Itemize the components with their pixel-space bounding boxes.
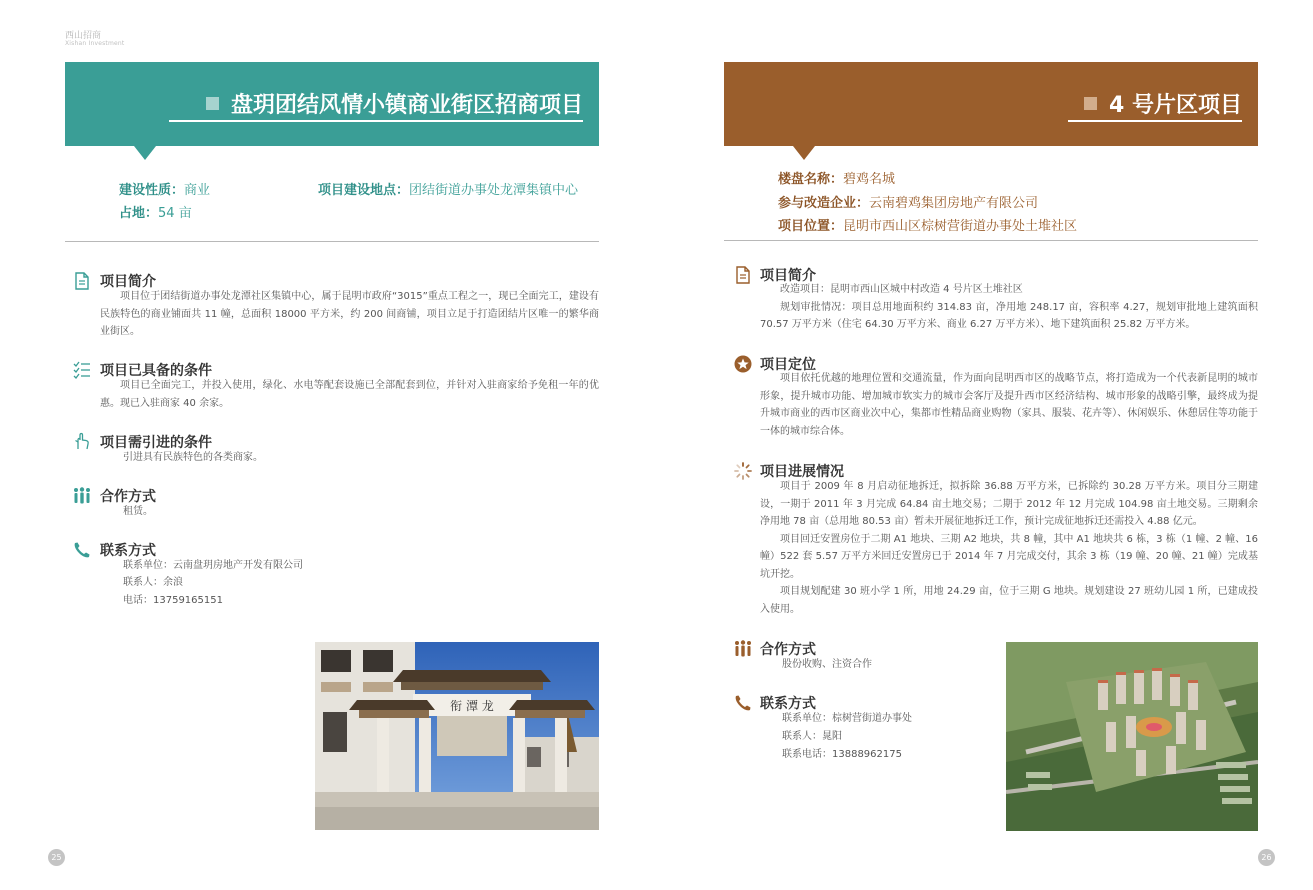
aerial-rendering-photo (1006, 642, 1258, 831)
archway-photo (315, 642, 599, 830)
right-coop-title: 合作方式 (760, 642, 816, 658)
right-info-company: 参与改造企业：云南碧鸡集团房地产有限公司 (778, 196, 1039, 211)
left-title-banner (65, 62, 599, 146)
left-coop-title: 合作方式 (100, 489, 156, 505)
left-needs-title: 项目需引进的条件 (100, 435, 212, 451)
loading-spinner-icon (733, 461, 753, 481)
left-page-number: 25 (48, 849, 65, 866)
left-info-location: 项目建设地点：团结街道办事处龙潭集镇中心 (318, 183, 579, 198)
left-contact-title: 联系方式 (100, 543, 156, 559)
right-progress-title: 项目进展情况 (760, 464, 844, 480)
brand-name-cn: 西山招商 (65, 31, 102, 41)
right-title-banner (724, 62, 1258, 146)
right-info-location: 项目位置：昆明市西山区棕树营街道办事处土堆社区 (778, 219, 1078, 234)
title-square-icon (1084, 97, 1097, 110)
svg-text:衔 潭 龙: 衔 潭 龙 (450, 699, 494, 713)
right-intro-text: 改造项目：昆明市西山区城中村改造 4 号片区土堆社区 规划审批情况：项目总用地面积约 314.83 亩，净用地 248.17 亩，容积率 4.27，规划审批地上建筑面积 70.57 万平方米（住宅 64.30 万平方米、商业 6.27 万平方米）、地下建筑面积 25.82 万平方米。 (760, 284, 1258, 330)
document-icon (733, 265, 753, 285)
right-contact-person: 联系人：晁阳 (782, 731, 842, 742)
people-icon (72, 486, 92, 506)
left-needs-text: 引进具有民族特色的各类商家。 (123, 452, 263, 463)
left-info-area: 占地：54 亩 (119, 206, 192, 221)
title-underline (1068, 120, 1242, 122)
right-info-name: 楼盘名称：碧鸡名城 (778, 172, 896, 187)
phone-icon (72, 540, 92, 560)
right-progress-text: 项目于 2009 年 8 月启动征地拆迁，拟拆除 36.88 万平方米，已拆除约 30.28 万平方米。项目分三期建设，一期于 2011 年 3 月完成 64.84 亩土地交易；二期于 2012 年 12 月完成 104.98 亩土地交易。三期剩余净用地 78 亩（总用地 80.53 亩）暂未开展征地拆迁工作，预计完成征地拆迁还需投入 4.88 亿元。 项目回迁安置房位于二期 A1 地块、三期 A2 地块，共 8 幢，其中 A1 地块共 6 栋，3 栋（1 幢、2 幢、16 幢）522 套 5.57 万平方米回迁安置房已于 2014 年 7 月完成交付，其余 3 栋（19 幢、20 幢、21 幢）完成基坑开挖。 项目规划配建 30 班小学 1 所，用地 24.29 亩，位于三期 G 地块。规划建设 27 班幼儿园 1 所，已建成投入使用。 (760, 481, 1258, 615)
right-contact-phone: 联系电话：13888962175 (782, 749, 902, 760)
left-page-title: 盘玥团结风情小镇商业街区招商项目 (230, 93, 583, 118)
title-square-icon (206, 97, 219, 110)
left-contact-unit: 联系单位：云南盘玥房地产开发有限公司 (123, 560, 303, 571)
brand-name-en: Xishan Investment (65, 40, 125, 47)
left-conditions-text: 项目已全面完工，并投入使用，绿化、水电等配套设施已全部配套到位，并针对入驻商家给予免租一年的优惠。现已入驻商家 40 余家。 (100, 380, 599, 409)
right-page-title: 4 号片区项目 (1109, 93, 1242, 118)
right-intro-title: 项目简介 (760, 268, 816, 284)
right-contact-unit: 联系单位：棕树营街道办事处 (782, 713, 912, 724)
left-coop-text: 租赁。 (123, 506, 153, 517)
document-icon (72, 271, 92, 291)
right-positioning-title: 项目定位 (760, 357, 816, 373)
left-conditions-title: 项目已具备的条件 (100, 363, 212, 379)
left-contact-person: 联系人：余浪 (123, 577, 183, 588)
banner-pointer (134, 146, 156, 160)
right-divider (724, 240, 1258, 241)
phone-icon (733, 693, 753, 713)
left-intro-title: 项目简介 (100, 274, 156, 290)
checklist-icon (72, 360, 92, 380)
people-icon (733, 639, 753, 659)
left-info-nature: 建设性质：商业 (119, 183, 211, 198)
left-intro-text: 项目位于团结街道办事处龙潭社区集镇中心，属于昆明市政府“3015”重点工程之一，现已全面完工，建设有民族特色的商业铺面共 11 幢，总面积 18000 平方米，约 200 间商铺，项目立足于打造团结片区唯一的繁华商业街区。 (100, 291, 599, 337)
right-coop-text: 股份收购、注资合作 (782, 659, 872, 670)
title-underline (169, 120, 583, 122)
hand-pointer-icon (72, 431, 92, 451)
right-positioning-text: 项目依托优越的地理位置和交通流量，作为面向昆明西市区的战略节点，将打造成为一个代表新昆明的城市形象，提升城市功能、增加城市软实力的城市会客厅及提升西市区经济结构、城市形象的战略引擎，最终成为提升城市商业的西市区商业次中心，集都市性精品商业购物（家具、服装、花卉等）、休闲娱乐、休憩居住等功能于一体的城市综合体。 (760, 373, 1258, 437)
left-divider (65, 241, 599, 242)
banner-pointer (793, 146, 815, 160)
left-contact-phone: 电话：13759165151 (123, 595, 223, 606)
right-contact-title: 联系方式 (760, 696, 816, 712)
right-page-number: 26 (1258, 849, 1275, 866)
star-badge-icon (733, 354, 753, 374)
